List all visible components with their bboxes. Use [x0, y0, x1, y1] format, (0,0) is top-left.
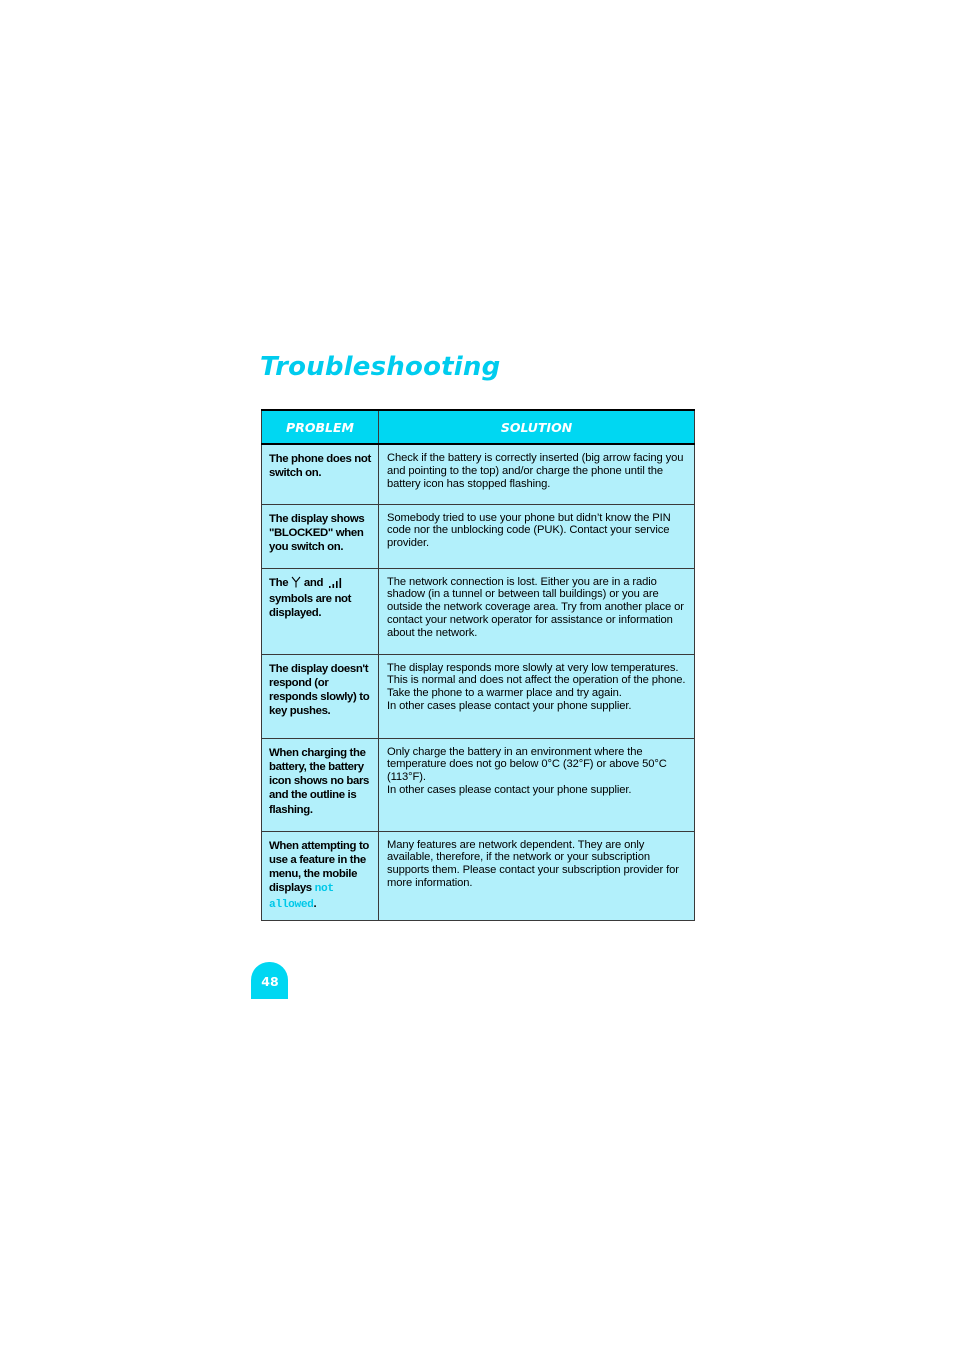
solution-text: Check if the battery is correctly inserted (big arrow facing you and pointing to the top) and/or charge the phone until the battery icon has stopped flashing. — [387, 452, 684, 490]
solution-text: The display responds more slowly at very low temperatures. This is normal and does not affect the operation of the phone. Take the phone to a warmer place and try again. — [387, 661, 686, 700]
problem-text-prefix: The — [269, 576, 289, 589]
display-message-code: not allowed — [269, 883, 334, 911]
solution-cell — [379, 444, 695, 504]
page-title: Troubleshooting — [260, 352, 501, 382]
problem-cell: The phone does not switch on. — [262, 444, 379, 504]
table-row — [262, 444, 695, 504]
solution-text: In other cases please contact your phone supplier. — [387, 784, 632, 797]
problem-cell — [262, 568, 379, 654]
table-header-row — [262, 410, 695, 444]
antenna-icon — [291, 576, 301, 592]
solution-text: Somebody tried to use your phone but didn’t know the PIN code nor the unblocking code (PUK). Contact your service provider. — [387, 511, 671, 550]
problem-cell: The display shows "BLOCKED" when you switch on. — [262, 504, 379, 568]
solution-text: Many features are network dependent. They are only available, therefore, if the network or your subscription supports them. Please contact your subscription provider for more information. — [387, 838, 679, 890]
table-row — [262, 568, 695, 654]
problem-text-and: and — [303, 576, 324, 589]
solution-cell — [379, 504, 695, 568]
table-row — [262, 738, 695, 831]
signal-strength-icon — [326, 577, 342, 592]
solution-cell — [379, 568, 695, 654]
page-number-tab: 48 — [251, 962, 288, 999]
solution-column-header: SOLUTION — [379, 410, 695, 444]
problem-text-suffix: symbols are not displayed. — [269, 592, 352, 620]
problem-cell: When charging the battery, the battery icon shows no bars and the outline is flashing. — [262, 738, 379, 831]
problem-cell: The display doesn't respond (or responds slowly) to key pushes. — [262, 654, 379, 738]
table-row — [262, 654, 695, 738]
solution-cell — [379, 738, 695, 831]
problem-column-header: PROBLEM — [262, 410, 379, 444]
troubleshooting-table — [261, 409, 695, 921]
solution-text: Only charge the battery in an environment where the temperature does not go below 0°C (32°F) or above 50°C (113°F). — [387, 745, 667, 784]
problem-text-prefix: When attempting to use a feature in the menu, the mobile displays — [269, 839, 369, 895]
problem-text-suffix: . — [313, 897, 317, 910]
table-row — [262, 831, 695, 920]
solution-text: In other cases please contact your phone supplier. — [387, 700, 632, 713]
table-row — [262, 504, 695, 568]
problem-cell — [262, 831, 379, 920]
solution-cell — [379, 654, 695, 738]
solution-text: The network connection is lost. Either you are in a radio shadow (in a tunnel or between tall buildings) or you are outside the network coverage area. Try from another place or contact your network operator for assistance or information about the network. — [387, 575, 684, 640]
solution-cell — [379, 831, 695, 920]
